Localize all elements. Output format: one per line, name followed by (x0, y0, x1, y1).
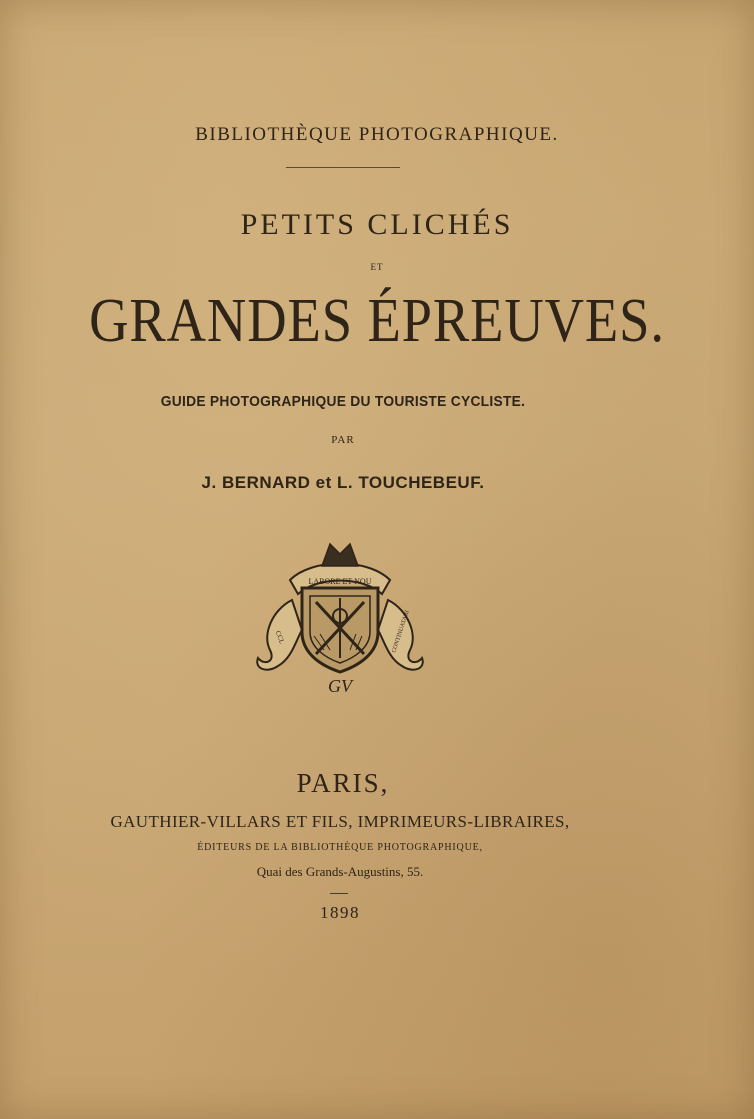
title-conjunction: ET (370, 262, 384, 272)
by-label: PAR (331, 434, 355, 446)
emblem-motto: LABORE ET NOU (308, 577, 372, 586)
series-title: BIBLIOTHÈQUE PHOTOGRAPHIQUE. (195, 124, 559, 145)
title-line-2: GRANDES ÉPREUVES. (89, 287, 665, 355)
title-line-1: PETITS CLICHÉS (240, 208, 514, 241)
subtitle: GUIDE PHOTOGRAPHIQUE DU TOURISTE CYCLISTE. (160, 393, 526, 410)
editors-line: ÉDITEURS DE LA BIBLIOTHÈQUE PHOTOGRAPHIQUE, (197, 842, 483, 853)
emblem-motto-left: CCL (273, 629, 286, 646)
authors: J. BERNARD et L. TOUCHEBEUF. (201, 473, 485, 492)
small-divider (330, 893, 348, 894)
heraldic-shield-emblem-icon (252, 540, 428, 696)
publisher: GAUTHIER-VILLARS ET FILS, IMPRIMEURS-LIBRAIRES, (110, 812, 570, 831)
city: PARIS, (296, 768, 390, 798)
emblem-monogram: GV (328, 676, 352, 696)
divider-rule (286, 167, 400, 168)
emblem-motto-right: CONTINUATARI (391, 609, 411, 654)
publication-year: 1898 (320, 903, 360, 922)
address: Quai des Grands-Augustins, 55. (256, 864, 424, 879)
